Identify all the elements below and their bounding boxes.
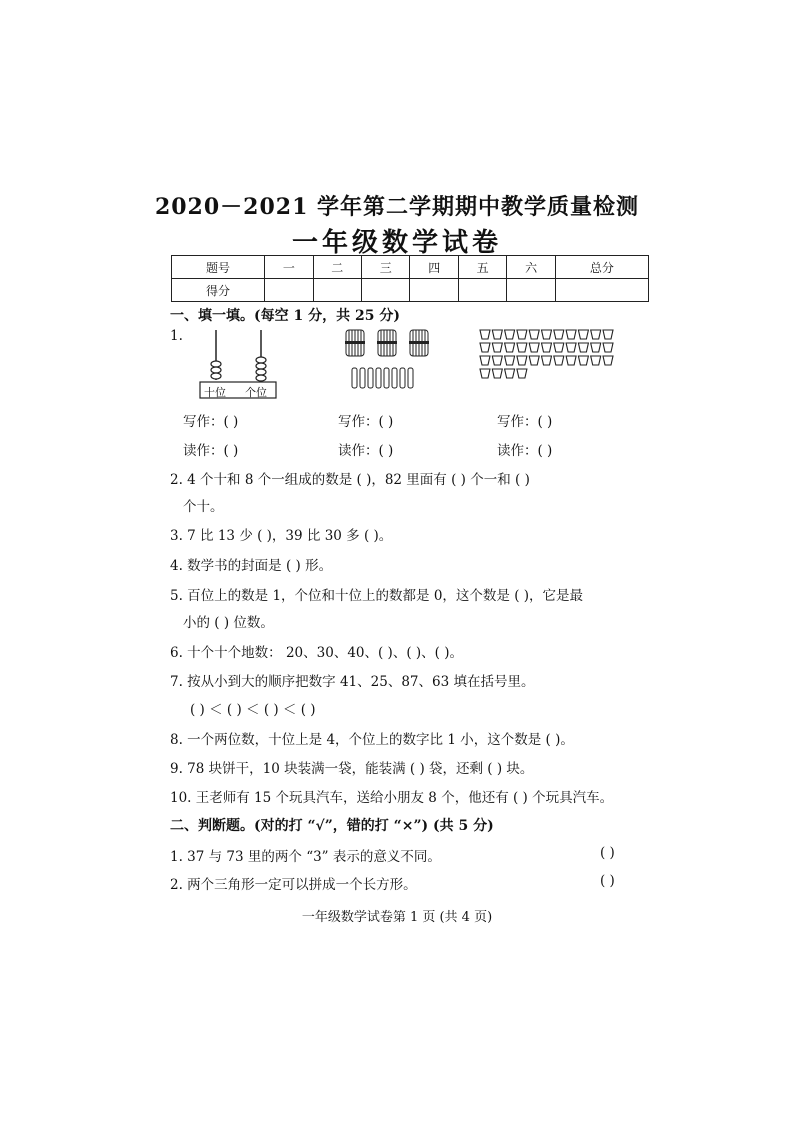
cup-icon <box>480 330 490 339</box>
q1-write-label-2: 写作：( ) <box>338 414 394 430</box>
abacus-label-ones: 个位 <box>245 386 267 399</box>
cup-icon <box>591 356 601 365</box>
judge-question-1: 1. 37 与 73 里的两个 “3” 表示的意义不同。 <box>170 849 441 865</box>
cups-grid-image <box>478 328 618 382</box>
score-cell: 题号 <box>172 256 265 279</box>
score-table-header-row <box>172 256 649 279</box>
abacus-label-tens: 十位 <box>204 386 226 399</box>
score-cell: 六 <box>507 256 555 279</box>
cup-icon <box>603 343 613 352</box>
cup-icon <box>505 356 515 365</box>
stick-bundles-image <box>340 328 430 390</box>
judge-question-2: 2. 两个三角形一定可以拼成一个长方形。 <box>170 877 417 893</box>
score-input-cell[interactable] <box>362 279 410 302</box>
score-table-score-row <box>172 279 649 302</box>
score-cell: 一 <box>265 256 313 279</box>
score-cell: 四 <box>410 256 458 279</box>
cup-icon <box>542 343 552 352</box>
cup-icon <box>529 356 539 365</box>
cup-icon <box>566 330 576 339</box>
cup-icon <box>591 330 601 339</box>
score-input-cell[interactable] <box>410 279 458 302</box>
cup-icon <box>578 330 588 339</box>
cup-icon <box>554 356 564 365</box>
cup-icon <box>529 343 539 352</box>
score-cell: 二 <box>313 256 361 279</box>
cup-icon <box>566 343 576 352</box>
cup-icon <box>578 356 588 365</box>
score-cell: 五 <box>458 256 506 279</box>
question-8: 8. 一个两位数，十位上是 4，个位上的数字比 1 小，这个数是 ( )。 <box>170 732 574 748</box>
cup-icon <box>492 356 502 365</box>
cup-icon <box>505 343 515 352</box>
section2-heading: 二、判断题。(对的打 “√”，错的打 “×”) (共 5 分) <box>170 818 494 834</box>
cup-icon <box>578 343 588 352</box>
score-input-cell[interactable] <box>507 279 555 302</box>
cup-icon <box>517 369 527 378</box>
question-3: 3. 7 比 13 少 ( )，39 比 30 多 ( )。 <box>170 528 393 544</box>
exam-title-line1: 2020－2021 学年第二学期期中教学质量检测 <box>154 194 640 220</box>
q1-write-label-3: 写作：( ) <box>497 414 553 430</box>
question-number: 1. <box>170 328 183 344</box>
cup-icon <box>492 369 502 378</box>
score-table <box>171 255 649 302</box>
question-7-line1: 7. 按从小到大的顺序把数字 41、25、87、63 填在括号里。 <box>170 674 535 690</box>
cup-icon <box>566 356 576 365</box>
judge-answer-box-2[interactable]: ( ) <box>600 873 615 889</box>
question-10: 10. 王老师有 15 个玩具汽车，送给小朋友 8 个，他还有 ( ) 个玩具汽车。 <box>170 790 614 806</box>
question-2-line2: 个十。 <box>183 499 224 515</box>
cup-icon <box>517 356 527 365</box>
score-cell: 总分 <box>555 256 648 279</box>
question-2-line1: 2. 4 个十和 8 个一组成的数是 ( )，82 里面有 ( ) 个一和 ( ) <box>170 472 530 488</box>
cup-icon <box>505 330 515 339</box>
cup-icon <box>480 369 490 378</box>
cup-icon <box>554 330 564 339</box>
question-4: 4. 数学书的封面是 ( ) 形。 <box>170 558 333 574</box>
q1-read-label-3: 读作：( ) <box>497 443 553 459</box>
question-9: 9. 78 块饼干，10 块装满一袋，能装满 ( ) 袋，还剩 ( ) 块。 <box>170 761 534 777</box>
cup-icon <box>603 330 613 339</box>
score-input-cell[interactable] <box>458 279 506 302</box>
cup-icon <box>480 356 490 365</box>
cup-icon <box>492 343 502 352</box>
score-input-cell[interactable] <box>313 279 361 302</box>
section1-heading: 一、填一填。(每空 1 分，共 25 分) <box>170 308 400 324</box>
cup-icon <box>517 330 527 339</box>
cup-icon <box>529 330 539 339</box>
cup-icon <box>480 343 490 352</box>
score-input-cell[interactable] <box>555 279 648 302</box>
score-input-cell[interactable] <box>265 279 313 302</box>
q1-write-label-1: 写作：( ) <box>183 414 239 430</box>
cup-icon <box>505 369 515 378</box>
cup-icon <box>591 343 601 352</box>
question-6: 6. 十个十个地数： 20、30、40、( )、( )、( )。 <box>170 645 463 661</box>
question-5-line2: 小的 ( ) 位数。 <box>183 615 274 631</box>
q1-read-label-2: 读作：( ) <box>338 443 394 459</box>
cup-icon <box>603 356 613 365</box>
score-cell: 三 <box>362 256 410 279</box>
cup-icon <box>517 343 527 352</box>
page-footer: 一年级数学试卷第 1 页 (共 4 页) <box>301 910 493 925</box>
cup-icon <box>542 330 552 339</box>
cup-icon <box>492 330 502 339</box>
judge-answer-box-1[interactable]: ( ) <box>600 845 615 861</box>
cup-icon <box>542 356 552 365</box>
score-cell: 得分 <box>172 279 265 302</box>
exam-title-line2: 一年级数学试卷 <box>291 228 502 258</box>
question-7-line2: ( ) ＜ ( ) ＜ ( ) ＜ ( ) <box>190 702 316 718</box>
question-5-line1: 5. 百位上的数是 1，个位和十位上的数都是 0，这个数是 ( )，它是最 <box>170 588 584 604</box>
q1-read-label-1: 读作：( ) <box>183 443 239 459</box>
cup-icon <box>554 343 564 352</box>
